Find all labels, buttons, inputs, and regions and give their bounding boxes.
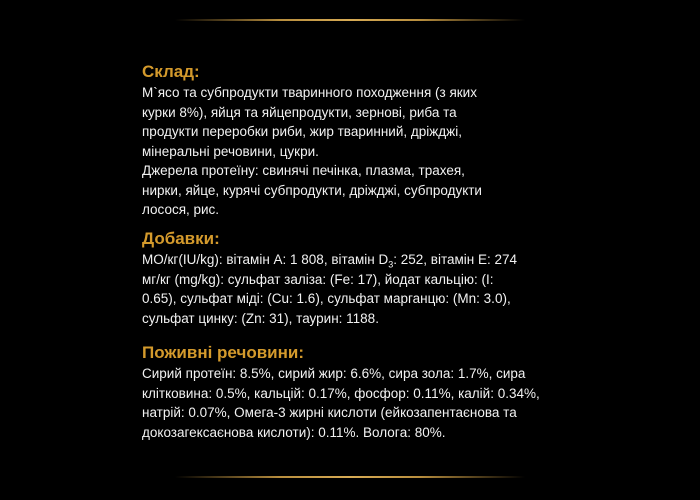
additives-text: [142, 250, 572, 328]
top-gold-rule: [175, 19, 525, 21]
nutrients-section: [142, 343, 572, 442]
composition-section: [142, 62, 572, 220]
nutrients-line: Сирий протеїн: 8.5%, сирий жир: 6.6%, сира зола: 1.7%, сира: [142, 366, 526, 381]
vitamin-d-subscript: 3: [388, 259, 394, 270]
composition-line: М`ясо та субпродукти тваринного походження (з яких: [142, 85, 477, 100]
nutrients-heading: Поживні речовини:: [142, 343, 304, 362]
composition-line: курки 8%), яйця та яйцепродукти, зернові, риба та: [142, 104, 457, 120]
nutrients-line: клітковина: 0.5%, кальцій: 0.17%, фосфор: 0.11%, калій: 0.34%,: [142, 385, 540, 401]
bottom-gold-rule: [175, 476, 525, 478]
protein-sources-line: Джерела протеїну: свинячі печінка, плазма, трахея,: [142, 163, 465, 178]
nutrients-text: [142, 364, 572, 442]
additives-heading: Добавки:: [142, 229, 220, 248]
composition-line: мінеральні речовини, цукри.: [142, 143, 319, 159]
additives-line: мг/кг (mg/kg): сульфат заліза: (Fe: 17), йодат кальцію: (I:: [142, 271, 494, 287]
additives-section: [142, 229, 572, 328]
additives-line: 0.65), сульфат міді: (Cu: 1.6), сульфат марганцю: (Mn: 3.0),: [142, 291, 511, 306]
composition-heading: Склад:: [142, 62, 200, 81]
composition-line: продукти переробки риби, жир тваринний, дріжджі,: [142, 124, 462, 139]
composition-text: [142, 83, 572, 220]
nutrients-line: докозагексаєнова кислоти): 0.11%. Вологa: 80%.: [142, 424, 446, 440]
additives-line: сульфат цинку: (Zn: 31), таурин: 1188.: [142, 310, 379, 326]
protein-sources-line: нирки, яйце, курячі субпродукти, дріжджі, субпродукти: [142, 182, 482, 198]
additives-line-start: МО/кг(IU/kg): вітамін А: 1 808, вітамін D: [142, 252, 389, 267]
protein-sources-line: лосося, рис.: [142, 202, 220, 217]
nutrients-line: натрій: 0.07%, Омега-3 жирні кислоти (ейкозапентаєнова та: [142, 405, 517, 420]
additives-line: [142, 250, 572, 270]
additives-line-end: : 252, вітамін Е: 274: [393, 252, 518, 267]
